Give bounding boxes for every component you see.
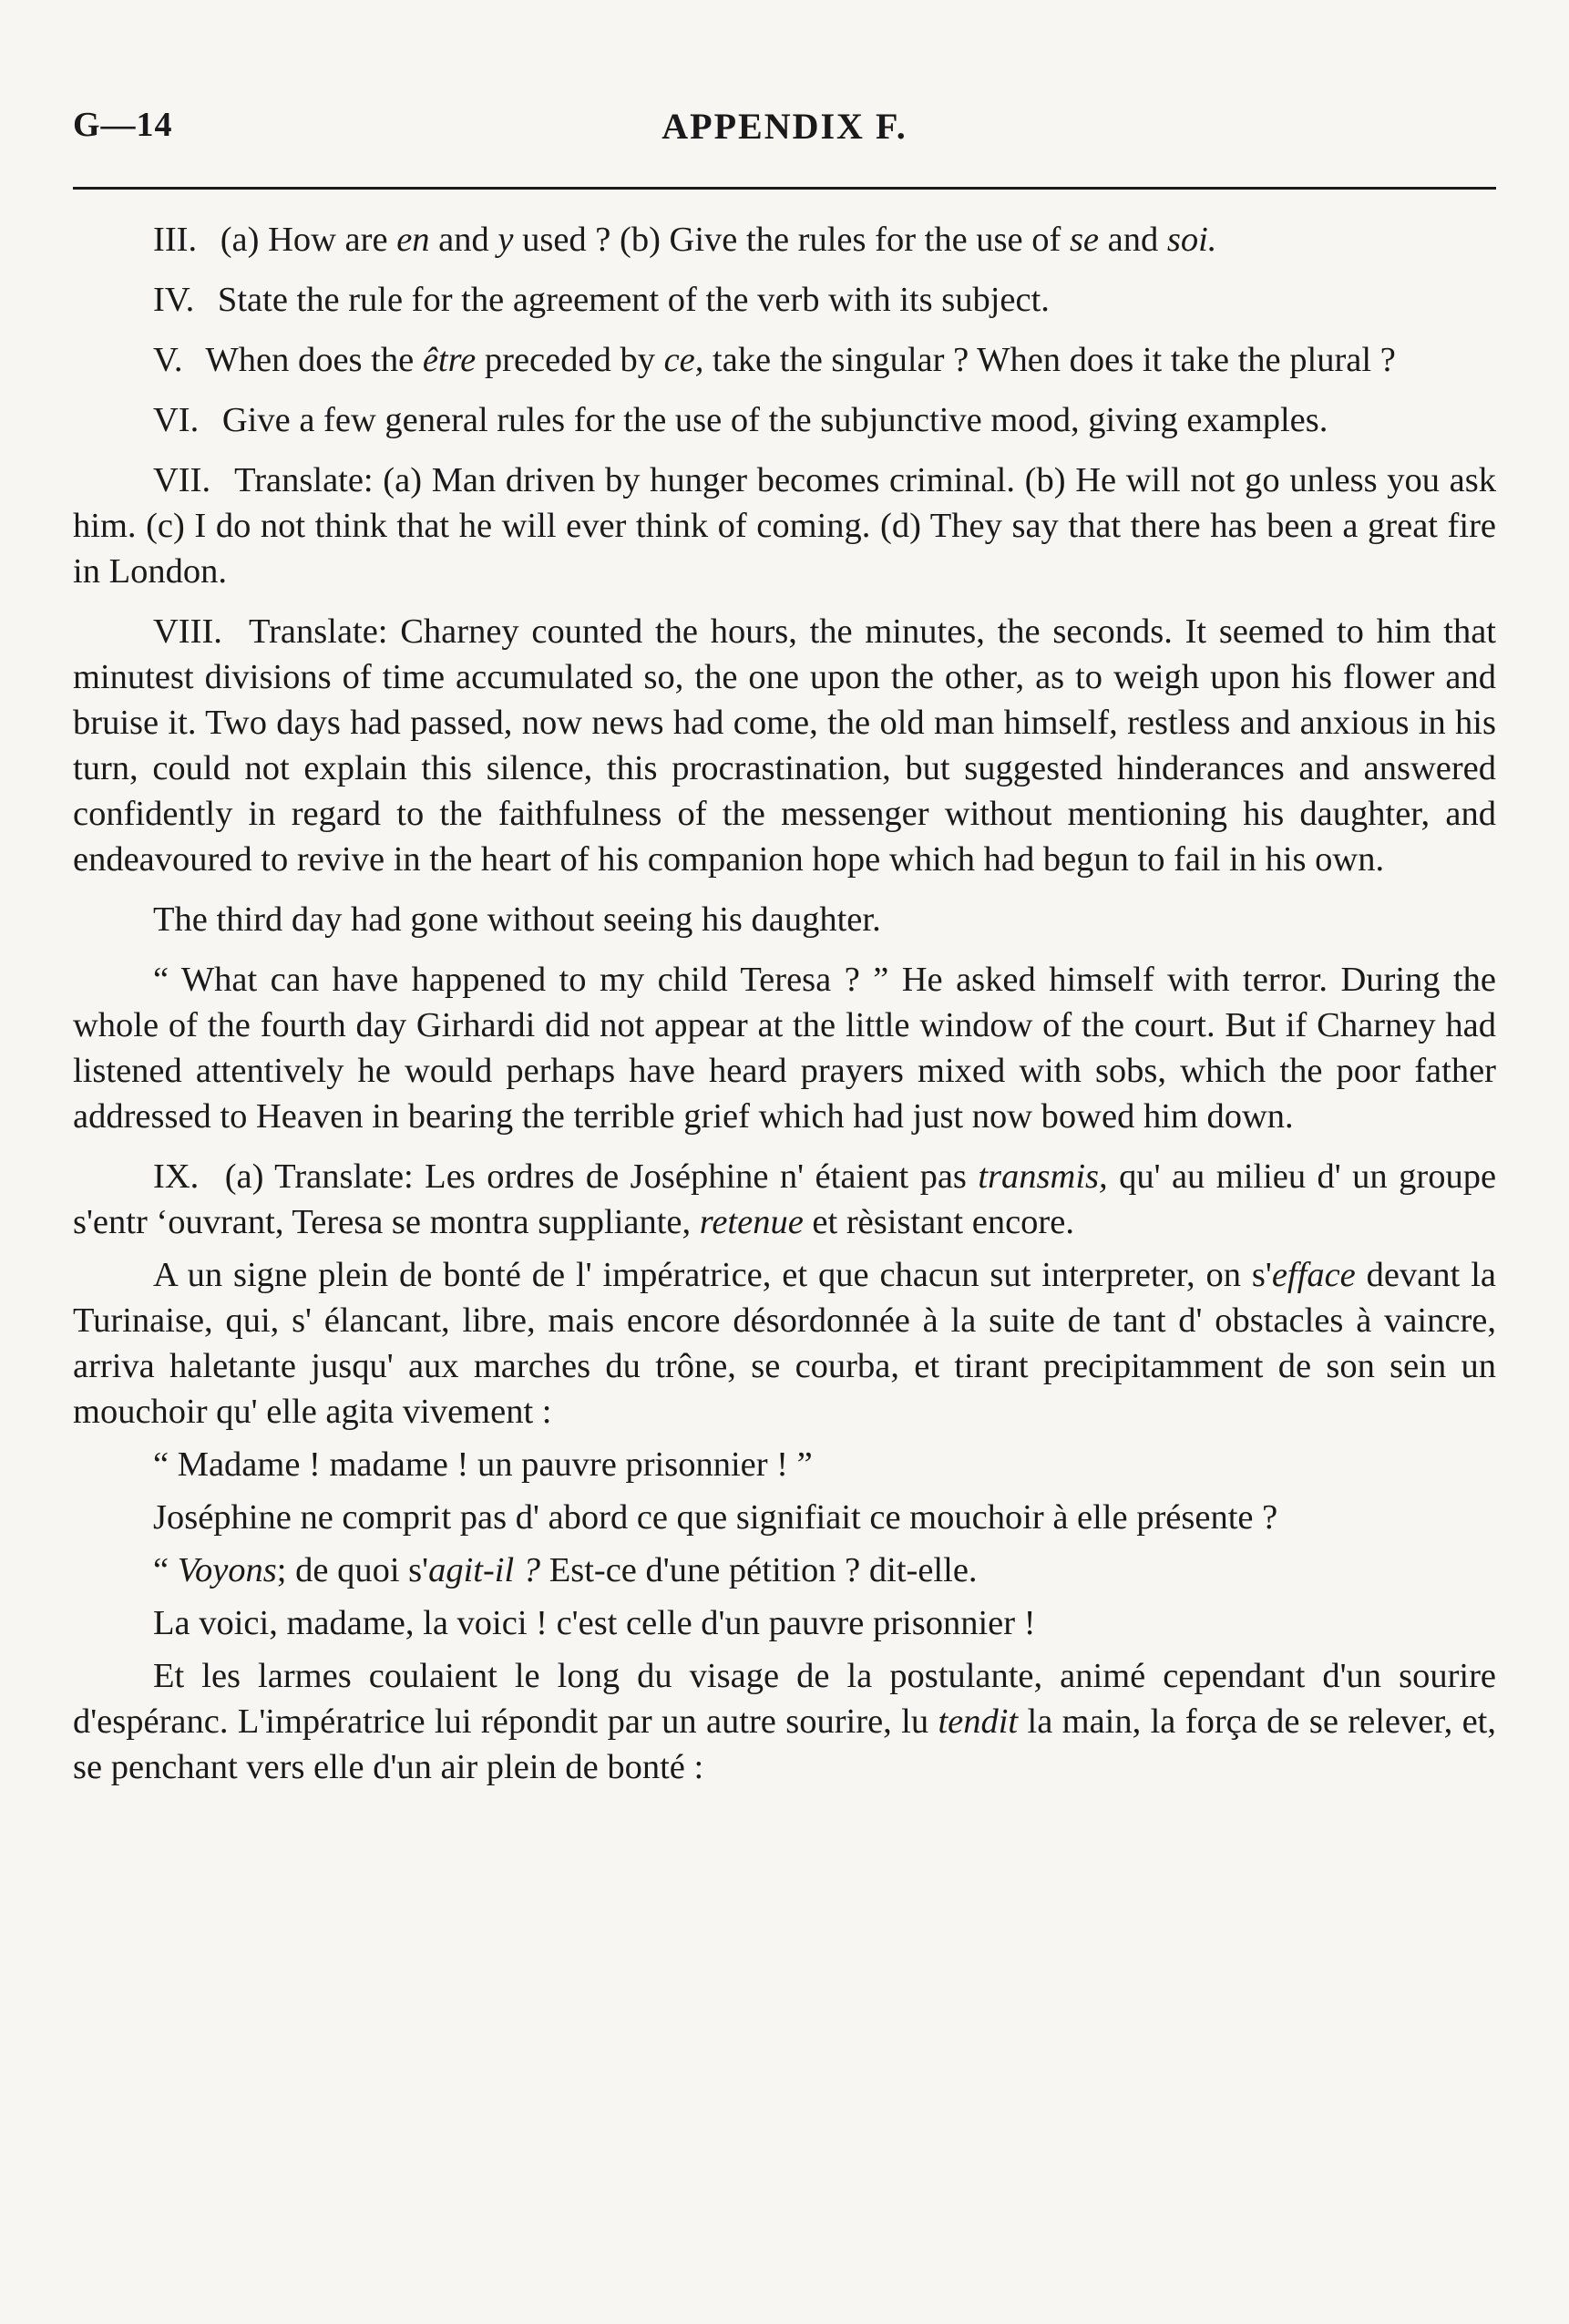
q9-p1-c: et rèsistant encore.: [812, 1203, 1074, 1241]
question-5: [73, 337, 1496, 383]
question-number: VIII.: [153, 612, 222, 651]
q9-term-transmis: transmis,: [978, 1157, 1108, 1196]
question-number: VII.: [153, 461, 211, 499]
q5-text-3: take the singular ? When does it take the plural ?: [713, 341, 1396, 379]
q9-p1-a: (a) Translate: Les ordres de Joséphine n' étaient pas: [224, 1157, 967, 1196]
q3-part-a: (a) How are: [220, 221, 388, 259]
question-number: VI.: [153, 401, 200, 439]
question-number: IX.: [153, 1157, 200, 1196]
q9-term-agit: agit-il ?: [428, 1551, 541, 1589]
header-rule: [73, 187, 1496, 190]
page-header: [73, 105, 1496, 159]
q9-term-retenue: retenue: [699, 1203, 804, 1241]
q9-p5-c: Est-ce d'une pétition ? dit-elle.: [549, 1551, 978, 1589]
q3-used: used ?: [522, 221, 611, 259]
q3-term-se: se: [1069, 221, 1100, 259]
question-number: III.: [153, 221, 198, 259]
q8-paragraph-3: “ What can have happened to my child Teresa ? ” He asked himself with terror. During the whole of the fourth day Girhardi did not appear at the little window of the court. But if Charney had listened attentively he would perhaps have heard prayers mixed with sobs, which the poor father addressed to Heaven in bearing the terrible grief which had just now bowed him down.: [73, 961, 1496, 1136]
question-8: [73, 609, 1496, 882]
question-7: [73, 458, 1496, 594]
q5-term-ce: ce,: [663, 341, 704, 379]
q9-p1-b: qu' au milieu d' un groupe s'entr ‘ouvrant, Teresa se montra suppliante,: [73, 1157, 1497, 1241]
question-6: [73, 397, 1496, 443]
q5-text-1: When does the: [205, 341, 415, 379]
q6-text: Give a few general rules for the use of the subjunctive mood, giving examples.: [221, 401, 1328, 439]
q9-paragraph-2: [73, 1252, 1496, 1435]
q3-part-b: (b) Give the rules for the use of: [620, 221, 1061, 259]
q8-paragraph-2: The third day had gone without seeing his daughter.: [153, 900, 881, 939]
q9-p5-b: ; de quoi s': [276, 1551, 429, 1589]
q3-and-2: and: [1107, 221, 1159, 259]
q7-text: Translate: (a) Man driven by hunger becomes criminal. (b) He will not go unless you ask him. (c) I do not think that he will ever think of coming. (d) They say that there has been a great fire in London.: [73, 461, 1496, 591]
question-9: [73, 1154, 1496, 1245]
q9-paragraph-3: “ Madame ! madame ! un pauvre prisonnier ! ”: [153, 1445, 813, 1484]
q9-p2-b: devant la Turinaise, qui, s' élancant, libre, mais encore désordonnée à la suite de tant d' obstacles à vaincre, arriva haletante jusqu' aux marches du trône, se courba, et tirant precipitamment de son sein un mouchoir qu' elle agita vivement :: [73, 1256, 1496, 1431]
q9-paragraph-6: La voici, madame, la voici ! c'est celle d'un pauvre prisonnier !: [153, 1604, 1036, 1642]
q9-p2-a: A un signe plein de bonté de l' impératrice, et que chacun sut interpreter, on s': [153, 1256, 1272, 1294]
q3-and: and: [438, 221, 489, 259]
question-number: IV.: [153, 281, 195, 319]
q9-paragraph-4: Joséphine ne comprit pas d' abord ce que signifiait ce mouchoir à elle présente ?: [153, 1498, 1278, 1537]
q9-p7-a: Et les larmes coulaient le long du visage de la postulante, animé cependant d'un sourire d'espéranc. L'impératrice lui répondit par un autre sourire, lu: [73, 1657, 1496, 1741]
q3-term-en: en: [396, 221, 430, 259]
q9-p7-b: la main, la força de se relever, et, se penchant vers elle d'un air plein de bonté :: [73, 1702, 1497, 1786]
q4-text: State the rule for the agreement of the verb with its subject.: [217, 281, 1050, 319]
q9-p5-a: “: [153, 1551, 169, 1589]
document-body: [73, 217, 1496, 1790]
q9-paragraph-7: [73, 1653, 1496, 1790]
question-3: [73, 217, 1496, 262]
question-number: V.: [153, 341, 183, 379]
page-number: G—14: [73, 106, 173, 144]
q5-term-etre: être: [422, 341, 477, 379]
q5-text-2: preceded by: [484, 341, 655, 379]
q3-term-y: y: [497, 221, 514, 259]
q9-term-voyons: Voyons: [177, 1551, 277, 1589]
q9-term-tendit: tendit: [938, 1702, 1019, 1741]
q9-paragraph-5: [73, 1548, 1496, 1593]
running-title: APPENDIX F.: [661, 106, 908, 147]
q9-term-efface: efface: [1271, 1256, 1356, 1294]
question-4: [73, 277, 1496, 323]
q3-term-soi: soi.: [1166, 221, 1217, 259]
q8-paragraph-1: Translate: Charney counted the hours, the minutes, the seconds. It seemed to him that minutest divisions of time accumulated so, the one upon the other, as to weigh upon his flower and bruise it. Two days had passed, now news had come, the old man himself, restless and anxious in his turn, could not explain this silence, this procrastination, but suggested hinderances and answered confidently in regard to the faithfulness of the messenger without mentioning his daughter, and endeavoured to revive in the heart of his companion hope which had begun to fail in his own.: [73, 612, 1496, 879]
